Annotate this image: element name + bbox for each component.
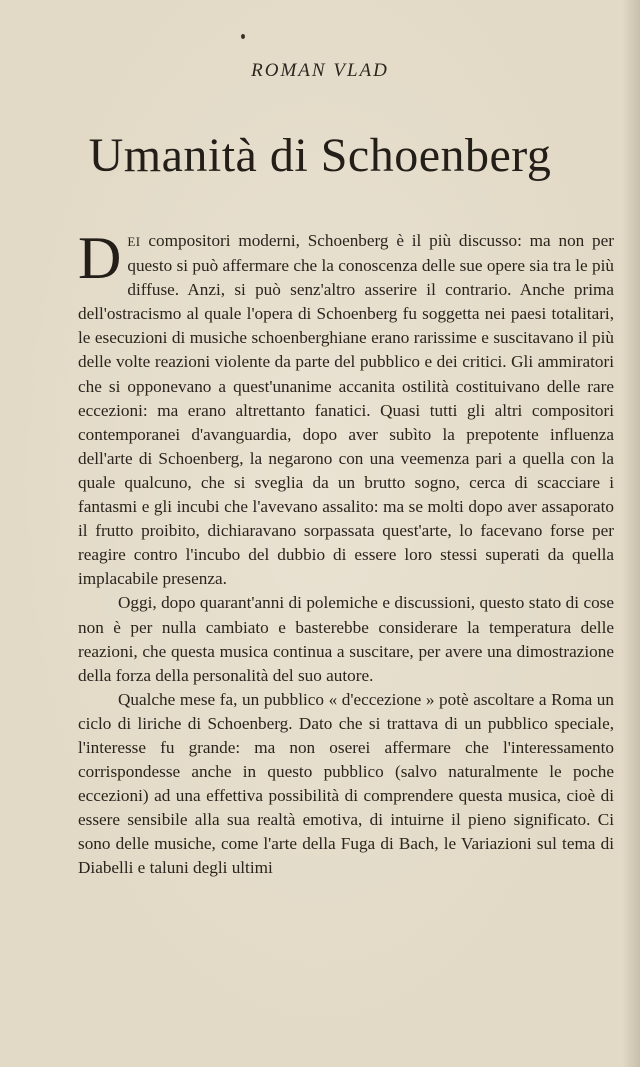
paragraph-1-text: compositori moderni, Schoenberg è il più discusso: ma non per questo si può affermare che la conoscenza delle sue opere sia tra le più diffuse. Anzi, si può senz'altro asserire il contrario. Anche prima dell'ostracismo al quale l'opera di Schoenberg fu soggetta nei paesi totalitari, le esecuzioni di musiche schoenberghiane erano rarissime e suscitavano il più delle volte reazioni violente da parte del pubblico e dei critici. Gli ammiratori che si opponevano a quest'unanime accanita ostilità costituivano delle rare eccezioni: ma erano altrettanto fanatici. Quasi tutti gli altri compositori contemporanei d'avanguardia, dopo aver subìto la prepotente influenza dell'arte di Schoenberg, la negarono con una veemenza pari a quella con la quale qualcuno, che si sveglia da un brutto sogno, cerca di scacciare i fantasmi e gli incubi che l'avevano assalito: ma se molti dopo aver assaporato il frutto proibito, dichiaravano sorpassata quest'arte, lo facevano forse per reagire contro l'incubo del dubbio di essere loro stessi superati da quella implacabile presenza. bbox=[78, 231, 614, 589]
ink-speck bbox=[241, 34, 245, 39]
paragraph-2: Oggi, dopo quarant'anni di polemiche e discussioni, questo stato di cose non è per nulla cambiato e basterebbe considerare la temperatura delle reazioni, che questa musica continua a suscitare, per avere una dimostrazione della forza della personalità del suo autore. bbox=[78, 593, 614, 685]
first-word-smallcaps: EI bbox=[127, 234, 141, 249]
drop-cap: D bbox=[78, 225, 122, 291]
article-body bbox=[78, 225, 614, 881]
paragraph-3: Qualche mese fa, un pubblico « d'eccezione » potè ascoltare a Roma un ciclo di liriche di Schoenberg. Dato che si trattava di un pubblico speciale, l'interesse fu grande: ma non oserei affermare che l'interessamento corrispondesse anche in questo pubblico (salvo naturalmente le poche eccezioni) ad una effettiva possibilità di comprendere questa musica, cioè di essere sensibile alla sua realtà emotiva, di intuirne il pieno significato. Ci sono delle musiche, come l'arte della Fuga di Bach, le Variazioni sul tema di Diabelli e taluni degli ultimi bbox=[78, 689, 614, 878]
paragraph-1 bbox=[78, 225, 614, 591]
article-title: Umanità di Schoenberg bbox=[88, 129, 552, 182]
author-name: ROMAN VLAD bbox=[251, 60, 389, 81]
